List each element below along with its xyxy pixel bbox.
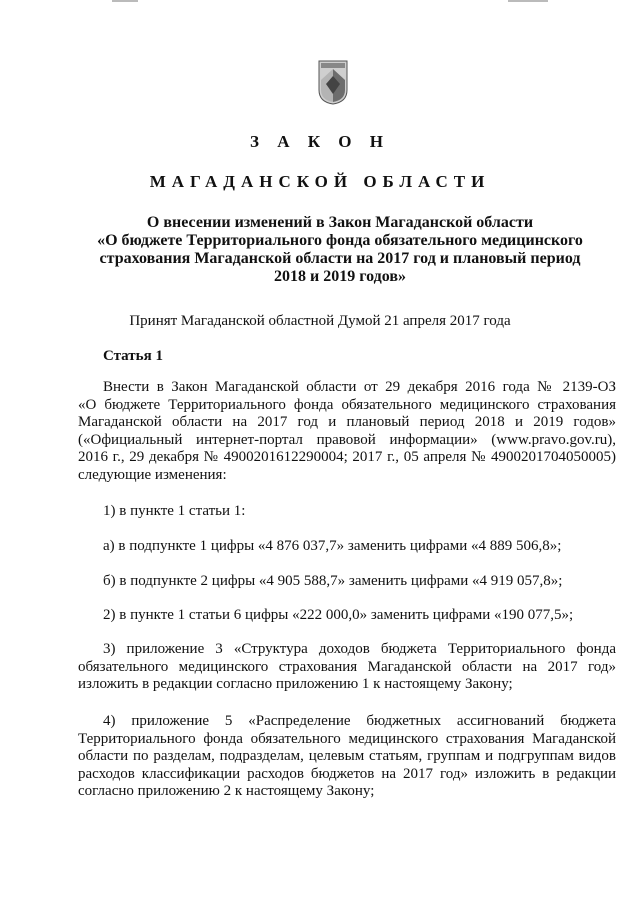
list-item xyxy=(78,573,616,591)
subject-line: О внесении изменений в Закон Магаданской области xyxy=(146,214,534,231)
text-line: Внести в Закон Магаданской области от 29 декабря 2016 года № 2139-ОЗ xyxy=(103,379,616,395)
text-line: 2) в пункте 1 статьи 6 цифры «222 000,0» заменить цифрами «190 077,5»; xyxy=(103,607,574,623)
coat-of-arms-icon xyxy=(318,60,348,105)
subject-line: страхования Магаданской области на 2017 год и плановый период xyxy=(99,250,581,267)
text-line: «О бюджете Территориального фонда обязательного медицинского страхования xyxy=(78,396,616,413)
text-line: следующие изменения: xyxy=(78,466,227,483)
scan-mark xyxy=(508,0,548,2)
text-line: 1) в пункте 1 статьи 1: xyxy=(103,503,246,519)
list-item xyxy=(78,713,616,801)
list-item xyxy=(78,607,616,625)
text-line: а) в подпункте 1 цифры «4 876 037,7» заменить цифрами «4 889 506,8»; xyxy=(103,538,562,554)
text-line: изложить в редакции согласно приложению 1 к настоящему Закону; xyxy=(78,676,513,692)
text-line: области по разделам, подразделам, целевым статьям, группам и подгруппам видов xyxy=(78,748,616,764)
subject-line: 2018 и 2019 годов» xyxy=(274,268,406,285)
adoption-note: Принят Магаданской областной Думой 21 апреля 2017 года xyxy=(129,313,511,329)
text-line: Территориального фонда обязательного медицинского страхования Магаданской xyxy=(78,730,616,747)
list-item xyxy=(78,641,616,694)
text-line: обязательного медицинского страхования Магаданской области на 2017 год» xyxy=(78,658,616,675)
text-line: согласно приложению 2 к настоящему Закону; xyxy=(78,783,375,799)
subject-line: «О бюджете Территориального фонда обязательного медицинского xyxy=(97,232,583,249)
list-item xyxy=(78,538,616,556)
text-line: 2016 г., 29 декабря № 4900201612290004; 2017 г., 05 апреля № 4900201704050005) xyxy=(78,449,616,465)
list-item xyxy=(78,503,616,521)
text-line: расходов классификации расходов бюджетов на 2017 год» изложить в редакции xyxy=(78,765,616,782)
text-line: («Официальный интернет-портал правовой информации» (www.pravo.gov.ru), xyxy=(78,431,616,448)
law-subject xyxy=(60,214,620,286)
text-line: 4) приложение 5 «Распределение бюджетных ассигнований бюджета xyxy=(103,713,616,729)
scan-mark xyxy=(112,0,138,2)
region-title: МАГАДАНСКОЙ ОБЛАСТИ xyxy=(149,172,491,191)
text-line: 3) приложение 3 «Структура доходов бюджета Территориального фонда xyxy=(103,641,616,657)
text-line: Магаданской области на 2017 год и плановый период 2018 и 2019 годов» xyxy=(78,414,616,430)
article-intro xyxy=(78,379,616,484)
article-heading: Статья 1 xyxy=(103,348,163,364)
document-type-title: З А К О Н xyxy=(249,132,391,151)
text-line: б) в подпункте 2 цифры «4 905 588,7» заменить цифрами «4 919 057,8»; xyxy=(103,573,563,589)
